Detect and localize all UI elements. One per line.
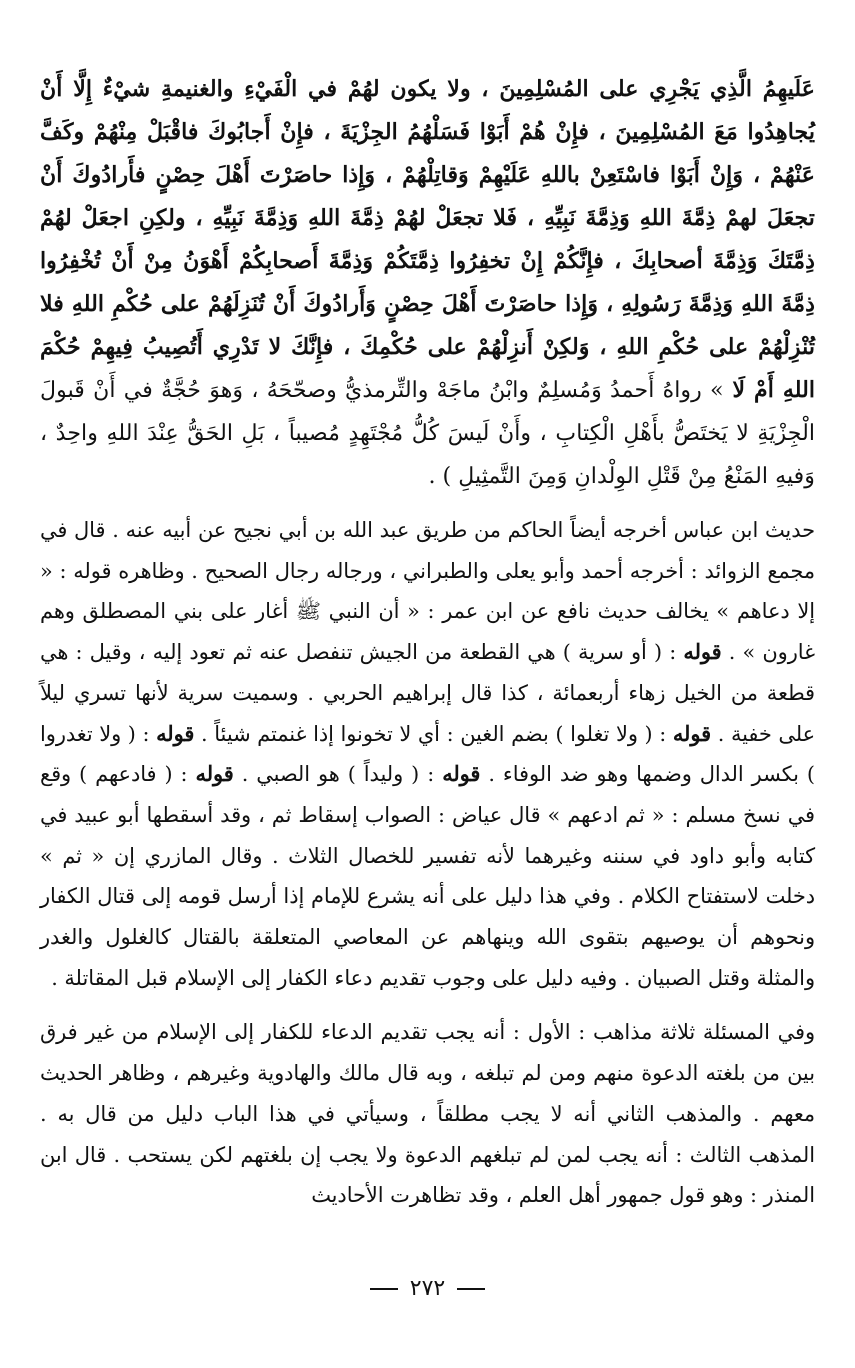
qawluhu-label: قوله	[683, 639, 722, 665]
commentary-text: : ( فادعهم ) وقع في نسخ مسلم : « ثم ادعهم » قال عياض : الصواب إسقاط ثم ، وقد أسقطها أبو عبيد في كتابه وأبو داود في سننه وغيرهما لأنه تفسير للخصال الثلاث . وقال المازري إن « ثم » دخلت لاستفتاح الكلام . وفي هذا دليل على أنه يشرع للإمام إذا أرسل قومه إلى قتال الكفار ونحوهم أن يوصيهم بتقوى الله وينهاهم عن المعاصي المتعلقة بالقتال كالغلول والغدر والمثلة وقتل الصبيان . وفيه دليل على وجوب تقديم دعاء الكفار إلى الإسلام قبل المقاتلة .	[40, 762, 815, 990]
commentary-text: وفي المسئلة ثلاثة مذاهب : الأول : أنه يجب تقديم الدعاء للكفار إلى الإسلام من غير فرق بين من بلغته الدعوة منهم ومن لم تبلغه ، وبه قال مالك والهادوية وغيرهم ، وظاهر الحديث معهم . والمذهب الثاني أنه لا يجب مطلقاً ، وسيأتي في هذا الباب دليل من قال به . المذهب الثالث : أنه يجب لمن لم تبلغهم الدعوة ولا يجب إن بلغتهم لكن يستحب . قال ابن المنذر : وهو قول جمهور أهل العلم ، وقد تظاهرت الأحاديث	[40, 1020, 815, 1208]
commentary-text: : ( وليداً ) هو الصبي .	[241, 762, 435, 787]
commentary-text: : ( ولا تغدروا ) بكسر الدال وضمها وهو ضد الوفاء .	[40, 721, 815, 787]
page-number-dash	[370, 1288, 398, 1290]
commentary-text: حديث ابن عباس أخرجه أيضاً الحاكم من طريق عبد الله بن أبي نجيح عن أبيه عنه . قال في مجمع الزوائد : أخرجه أحمد وأبو يعلى والطبراني ، ورجاله رجال الصحيح . وظاهره قوله : « إلا دعاهم » يخالف حديث نافع عن ابن عمر : « أن النبي ﷺ أغار على بني المصطلق وهم غارون » .	[40, 518, 815, 665]
qawluhu-label: قوله	[156, 720, 195, 746]
page-number	[0, 1276, 855, 1301]
hadith-text: عَلَيهِمُ الَّذِي يَجْرِي على المُسْلِمِينَ ، ولا يكون لهُمْ في الْفَيْءِ والغنيمةِ شيْءٌ إِلَّا أَنْ يُجاهِدُوا مَعَ المُسْلِمِينَ ، فإِنْ هُمْ أَبَوْا فَسَلْهُمُ الجِزْيَةَ ، فإِنْ أَجابُوكَ فاقْبَلْ مِنْهُمْ وكَفَّ عَنْهُمْ ، وَإِنْ أَبَوْا فاسْتَعِنْ باللهِ عَلَيْهِمْ وَقاتِلْهُمْ ، وَإِذا حاصَرْتَ أَهْلَ حِصْنٍ فأَرادُوكَ أَنْ تجعَلَ لهمْ ذِمَّةَ اللهِ وَذِمَّةَ نَبِيِّهِ ، فَلا تجعَلْ لهُمْ ذِمَّةَ اللهِ وَذِمَّةَ نَبِيِّهِ ، ولكِنِ اجعَلْ لهُمْ ذِمَّتَكَ وَذِمَّةَ أصحابِكَ ، فإِنَّكُمْ إِنْ تخفِرُوا ذِمَّتَكُمْ وَذِمَّةَ أَصحابِكُمْ أَهْوَنُ مِنْ أَنْ تُخْفِرُوا ذِمَّةَ اللهِ وَذِمَّةَ رَسُولِهِ ، وَإِذا حاصَرْتَ أَهْلَ حِصْنٍ وَأَرادُوكَ أَنْ تُنَزِلَهُمْ على حُكْمِ اللهِ فلا تُنْزِلْهُمْ على حُكْمِ اللهِ ، وَلكِنْ أَنزِلْهُمْ على حُكْمِكَ ، فإِنَّكَ لا تَدْرِي أَتُصِيبُ فِيهِمْ حُكْمَ اللهِ أَمْ لَا	[40, 76, 815, 403]
commentary-text: : ( ولا تغلوا ) بضم الغين : أي لا تخونوا إذا غنمتم شيئاً .	[200, 721, 667, 746]
qawluhu-label: قوله	[195, 761, 234, 787]
hadith-source-note: » رواهُ أَحمدُ وَمُسلِمٌ وابْنُ ماجَهْ والتِّرمذيُّ وصحّحَهُ ، وَهوَ حُجَّةٌ في أَنْ قَبولَ الْجِزْيَةِ لا يَختَصُّ بأَهْلِ الْكِتابِ ، وأَنْ لَيسَ كُلُّ مُجْتَهِدٍ مُصيباً ، بَلِ الحَقُّ عِنْدَ اللهِ واحِدٌ ، وَفيهِ المَنْعُ مِنْ قَتْلِ الوِلْدانِ وَمِنَ التَّمثِيلِ ) .	[40, 377, 815, 489]
page-number-value: ٢٧٢	[409, 1276, 446, 1301]
commentary-paragraph-1	[40, 510, 815, 998]
qawluhu-label: قوله	[672, 720, 712, 746]
commentary-text: : ( أو سرية ) هي القطعة من الجيش تنفصل عنه ثم تعود إليه ، وقيل : هي قطعة من الخيل زهاء أربعمائة ، كذا قال إبراهيم الحربي . وسميت سرية لأنها تسري ليلاً على خفية .	[40, 640, 815, 746]
commentary-paragraph-2	[40, 1012, 815, 1216]
page-number-dash	[457, 1288, 485, 1290]
hadith-paragraph	[40, 68, 815, 498]
qawluhu-label: قوله	[442, 761, 481, 787]
